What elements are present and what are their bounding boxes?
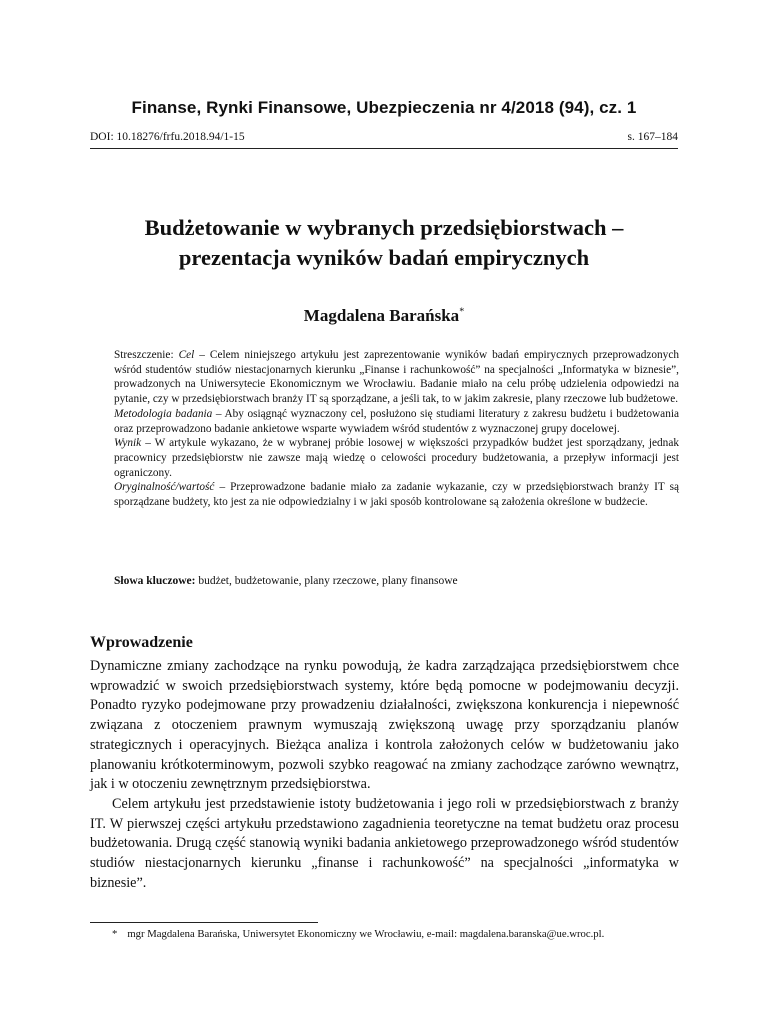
keywords-text: budżet, budżetowanie, plany rzeczowe, plany finansowe bbox=[195, 575, 458, 587]
footnote-mark: * bbox=[112, 928, 118, 940]
author-footnote-mark: * bbox=[459, 306, 465, 318]
header-rule bbox=[90, 148, 678, 149]
author-name: Magdalena Barańska bbox=[303, 306, 460, 325]
abstract-method bbox=[114, 407, 679, 436]
abstract-originality-text: – Przeprowadzone badanie miało za zadanie wykazanie, czy w przedsiębiorstwach branży IT są sporządzane budżety, kto jest za nie odpowiedzialny i w jaki sposób kontrolowane są założenia określone w budżecie. bbox=[114, 481, 679, 509]
paragraph-1: Dynamiczne zmiany zachodzące na rynku powodują, że kadra zarządzająca przedsiębiorstwem chce wprowadzić w swoich przedsiębiorstwach systemy, które będą pomocne w podejmowaniu decyzji. Ponadto ryzyko podejmowane przy prowadzeniu działalności, zwiększona konkurencja i niepewność związana z otoczeniem prawnym wymuszają zwiększoną uwagę przy sporządzaniu planów strategicznych i operacyjnych. Bieżąca analiza i kontrola założonych celów w budżetowaniu jako planowaniu krótkoterminowym, pozwoli szybko reagować na zmiany zachodzące zarówno wewnątrz, jak i w otoczeniu zewnętrznym przedsiębiorstwa. bbox=[90, 658, 679, 793]
abstract-originality-label: Oryginalność/wartość bbox=[114, 481, 215, 494]
abstract-intro: Streszczenie: bbox=[114, 349, 179, 361]
abstract bbox=[114, 348, 679, 510]
abstract-method-text: – Aby osiągnąć wyznaczony cel, posłużono się studiami literatury z zakresu budżetu i budżetowania oraz przeprowadzono badanie ankietowe wsparte wywiadem wśród studentów z wyznaczonej grupy docelowej. bbox=[114, 407, 680, 435]
doi: DOI: 10.18276/frfu.2018.94/1-15 bbox=[90, 131, 245, 143]
keywords bbox=[114, 575, 679, 587]
journal-header: Finanse, Rynki Finansowe, Ubezpieczenia nr 4/2018 (94), cz. 1 bbox=[131, 98, 637, 117]
footnote bbox=[112, 928, 682, 940]
title-line-2: prezentacja wyników badań empirycznych bbox=[178, 245, 590, 270]
section-heading: Wprowadzenie bbox=[90, 634, 193, 651]
abstract-goal-text: – Celem niniejszego artykułu jest zaprezentowanie wyników badań empirycznych przeprowadzonych wśród studentów studiów niestacjonarnych kierunku „Finanse i rachunkowość” na specjalności „Informatyka w biznesie”, prowadzonych na Uniwersytecie Ekonomicznym we Wrocławiu. Badanie miało na celu próbę udzielenia odpowiedzi na pytanie, czy w przedsiębiorstwach branży IT są sporządzane, a jeśli tak, to w jakim zakresie, plany rzeczowe lub budżetowe. bbox=[114, 349, 679, 406]
abstract-method-label: Metodologia badania bbox=[114, 407, 213, 420]
abstract-result bbox=[114, 436, 679, 480]
abstract-goal-label: Cel bbox=[178, 349, 195, 361]
body-text bbox=[90, 657, 679, 893]
title-line-1: Budżetowanie w wybranych przedsiębiorstwach – bbox=[144, 215, 624, 240]
article-title bbox=[90, 213, 678, 273]
paragraph-2: Celem artykułu jest przedstawienie istoty budżetowania i jego roli w przedsiębiorstwach z branży IT. W pierwszej części artykułu przedstawiono zagadnienia teoretyczne na temat budżetu oraz procesu budżetowania. Drugą część stanowią wyniki badania ankietowego przeprowadzonego wśród studentów studiów niestacjonarnych kierunku „finanse i rachunkowość” na specjalności „informatyka w biznesie”. bbox=[90, 795, 679, 891]
page-range: s. 167–184 bbox=[627, 131, 678, 143]
author bbox=[90, 306, 678, 326]
meta-line bbox=[90, 131, 678, 143]
keywords-label: Słowa kluczowe: bbox=[114, 575, 196, 587]
footnote-text: mgr Magdalena Barańska, Uniwersytet Ekonomiczny we Wrocławiu, e-mail: magdalena.baranska@ue.wroc.pl. bbox=[127, 928, 605, 940]
footnote-rule bbox=[90, 922, 318, 923]
abstract-result-label: Wynik bbox=[114, 437, 142, 450]
abstract-originality bbox=[114, 480, 679, 509]
abstract-result-text: – W artykule wykazano, że w wybranej próbie losowej w większości przypadków budżet jest sporządzany, jednak pracownicy przedsiębiorstw nie zawsze mają wiedzę o celowości procedury budżetowania, a przepływ informacji jest ograniczony. bbox=[114, 437, 679, 479]
abstract-goal bbox=[114, 348, 679, 407]
